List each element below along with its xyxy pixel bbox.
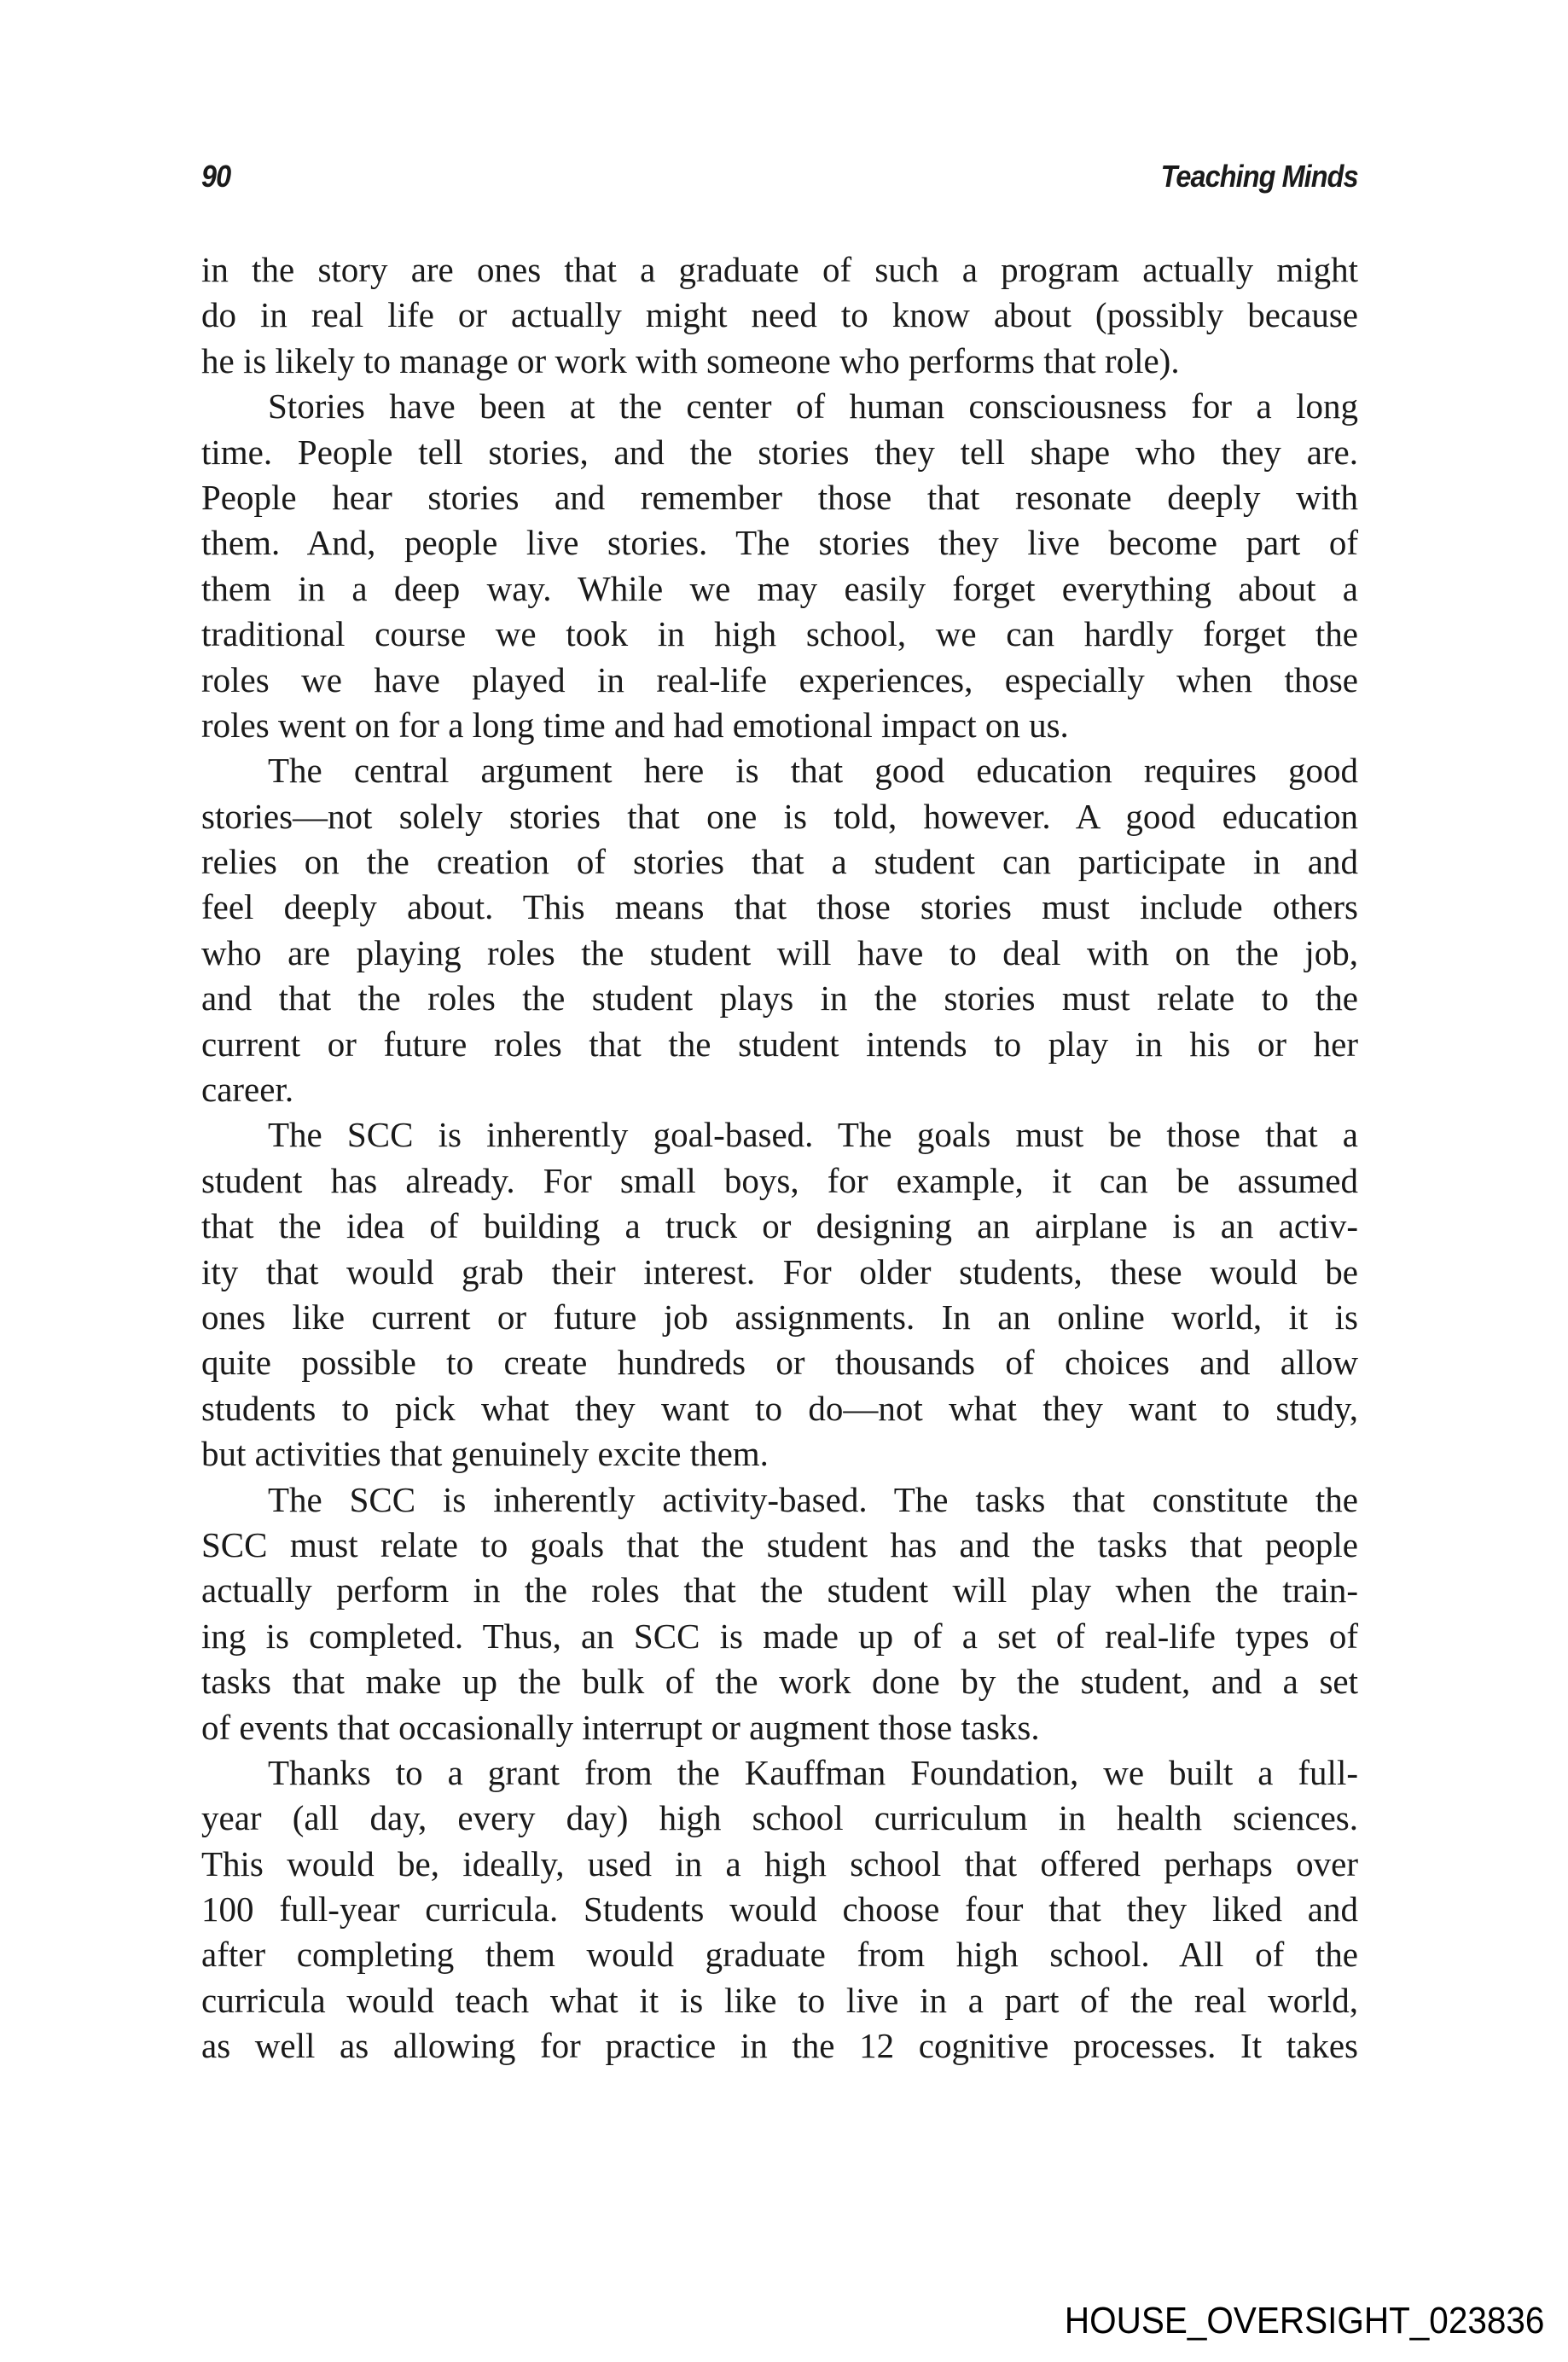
page-number: 90 xyxy=(201,159,231,194)
text-line: stories—not solely stories that one is told, however. A good education xyxy=(201,796,1358,836)
text-line: ing is completed. Thus, an SCC is made up of a set of real-life types of xyxy=(201,1616,1358,1656)
text-line: but activities that genuinely excite them. xyxy=(201,1434,769,1474)
text-line: The SCC is inherently activity-based. The tasks that constitute the xyxy=(268,1479,1358,1519)
text-line: do in real life or actually might need to know about (possibly because xyxy=(201,295,1358,335)
text-line: after completing them would graduate from high school. All of the xyxy=(201,1935,1358,1975)
text-line: quite possible to create hundreds or thousands of choices and allow xyxy=(201,1343,1358,1383)
text-line: year (all day, every day) high school curriculum in health sciences. xyxy=(201,1798,1358,1838)
text-line: who are playing roles the student will have to deal with on the job, xyxy=(201,932,1358,972)
text-line: of events that occasionally interrupt or augment those tasks. xyxy=(201,1707,1040,1747)
text-line: ones like current or future job assignments. In an online world, it is xyxy=(201,1297,1358,1337)
text-line: current or future roles that the student intends to play in his or her xyxy=(201,1024,1358,1064)
text-line: actually perform in the roles that the student will play when the train- xyxy=(201,1570,1358,1610)
text-line: roles we have played in real-life experiences, especially when those xyxy=(201,659,1358,699)
text-line: tasks that make up the bulk of the work done by the student, and a set xyxy=(201,1662,1358,1702)
text-line: relies on the creation of stories that a student can participate in and xyxy=(201,842,1358,882)
paragraph xyxy=(201,1477,1358,1750)
page-header xyxy=(201,159,1358,201)
text-line: The central argument here is that good education requires good xyxy=(268,751,1358,791)
text-line: career. xyxy=(201,1070,294,1110)
text-line: This would be, ideally, used in a high school that offered perhaps over xyxy=(201,1843,1358,1883)
body-text xyxy=(201,247,1358,2069)
text-line: ity that would grab their interest. For older students, these would be xyxy=(201,1251,1358,1291)
text-line: The SCC is inherently goal-based. The goals must be those that a xyxy=(268,1115,1358,1155)
text-line: them. And, people live stories. The stories they live become part of xyxy=(201,523,1358,563)
text-line: Thanks to a grant from the Kauffman Foundation, we built a full- xyxy=(268,1752,1358,1792)
text-line: time. People tell stories, and the stories they tell shape who they are. xyxy=(201,432,1358,472)
bates-number: HOUSE_OVERSIGHT_023836 xyxy=(1064,2300,1544,2342)
text-line: SCC must relate to goals that the student has and the tasks that people xyxy=(201,1524,1358,1564)
text-line: 100 full-year curricula. Students would choose four that they liked and xyxy=(201,1889,1358,1930)
paragraph xyxy=(201,247,1358,384)
text-line: that the idea of building a truck or designing an airplane is an activ- xyxy=(201,1206,1358,1246)
paragraph xyxy=(201,384,1358,748)
running-title: Teaching Minds xyxy=(1160,159,1358,194)
text-line: and that the roles the student plays in the stories must relate to the xyxy=(201,978,1358,1019)
paragraph xyxy=(201,1750,1358,2069)
paragraph xyxy=(201,748,1358,1112)
text-line: People hear stories and remember those that resonate deeply with xyxy=(201,477,1358,517)
text-line: student has already. For small boys, for example, it can be assumed xyxy=(201,1160,1358,1200)
text-line: Stories have been at the center of human consciousness for a long xyxy=(268,386,1358,427)
text-line: them in a deep way. While we may easily forget everything about a xyxy=(201,568,1358,608)
text-line: students to pick what they want to do—not what they want to study, xyxy=(201,1388,1358,1428)
text-line: he is likely to manage or work with someone who performs that role). xyxy=(201,340,1180,380)
text-line: traditional course we took in high school, we can hardly forget the xyxy=(201,614,1358,654)
text-line: as well as allowing for practice in the 12 cognitive processes. It takes xyxy=(201,2026,1358,2066)
text-line: curricula would teach what it is like to live in a part of the real world, xyxy=(201,1980,1358,2020)
paragraph xyxy=(201,1112,1358,1477)
text-line: in the story are ones that a graduate of such a program actually might xyxy=(201,250,1358,289)
text-line: roles went on for a long time and had emotional impact on us. xyxy=(201,705,1069,745)
text-line: feel deeply about. This means that those stories must include others xyxy=(201,887,1358,927)
